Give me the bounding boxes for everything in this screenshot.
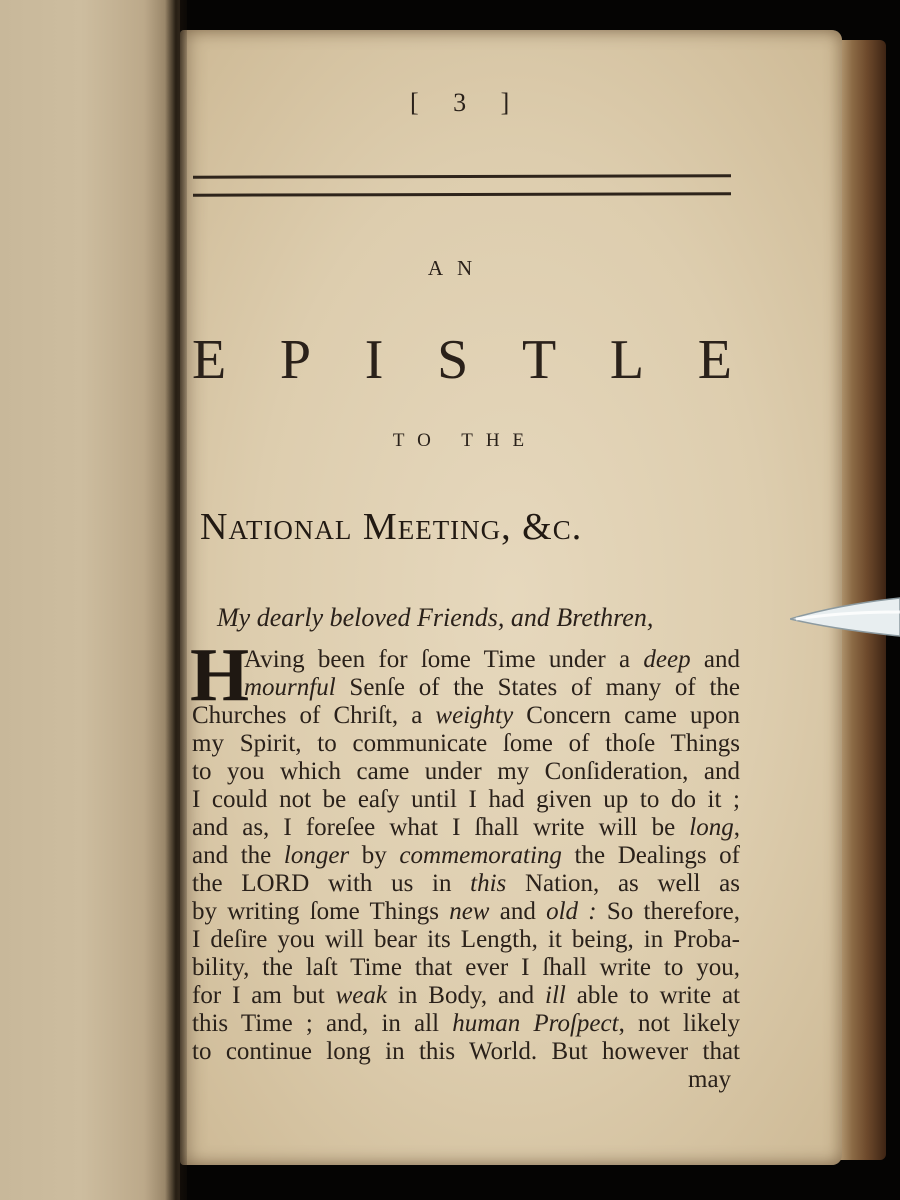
text-run: this Time ; and, in all: [192, 1010, 453, 1037]
text-run: in Body, and: [387, 982, 545, 1009]
text-run: by: [349, 842, 400, 869]
text-run: and as, I foreſee what I ſhall write will be: [192, 814, 690, 841]
text-run: Concern came upon: [513, 702, 740, 729]
text-run: to you which came under my Conſideration, and: [192, 758, 740, 785]
text-run: bility, the laſt Time that ever I ſhall write to you,: [192, 954, 740, 981]
text-line: [192, 954, 740, 982]
text-line: [192, 646, 740, 674]
text-run: So therefore,: [596, 898, 740, 925]
heading-an: AN: [427, 256, 487, 280]
text-run: and: [690, 646, 740, 673]
epistle-letter: I: [364, 329, 384, 391]
italic-run: deep: [643, 646, 691, 673]
salutation: My dearly beloved Friends, and Brethren,: [217, 603, 654, 632]
italic-run: longer: [283, 842, 350, 869]
italic-run: this: [470, 870, 507, 897]
text-run: by writing ſome Things: [192, 898, 450, 925]
text-line: [192, 1038, 740, 1066]
epistle-letter: E: [192, 329, 227, 391]
epistle-letter: S: [437, 329, 469, 391]
italic-run: old :: [546, 898, 597, 925]
epistle-letter: E: [697, 329, 732, 391]
italic-run: long: [689, 814, 734, 841]
text-line: [192, 702, 740, 730]
heading-national-meeting: National Meeting, &c.: [200, 506, 583, 548]
text-run: I deſire you will bear its Length, it being, in Proba-: [192, 926, 740, 953]
text-run: Senſe of the States of many of the: [335, 674, 740, 701]
text-run: Churches of Chriſt, a: [192, 702, 436, 729]
text-run: to continue long in this World. But however that: [192, 1038, 740, 1065]
text-line: [192, 870, 740, 898]
text-run: and the: [192, 842, 284, 869]
text-line: [192, 1010, 740, 1038]
book-gutter: [165, 0, 187, 1200]
heading-epistle: [192, 328, 732, 392]
page-number: [ 3 ]: [410, 88, 524, 117]
text-run: able to write at: [565, 982, 740, 1009]
italic-run: weighty: [435, 702, 514, 729]
text-line: [192, 982, 740, 1010]
page-pointer-icon: [790, 592, 900, 642]
italic-run: ill: [545, 982, 566, 1009]
text-run: I could not be eaſy until I had given up to do it ;: [192, 786, 740, 813]
text-line: [192, 758, 740, 786]
text-line: [192, 842, 740, 870]
drop-cap: H: [190, 633, 250, 717]
italic-run: human Proſpect: [452, 1010, 619, 1037]
body-text: [190, 633, 741, 1066]
epistle-letter: T: [521, 329, 557, 391]
text-line: [192, 674, 740, 702]
text-run: my Spirit, to communicate ſome of thoſe Things: [192, 730, 740, 757]
text-run: the LORD with us in: [192, 870, 471, 897]
text-line: [192, 898, 740, 926]
text-line: [192, 730, 740, 758]
italic-run: commemorating: [399, 842, 562, 869]
facing-page: [0, 0, 180, 1200]
text-run: , not likely: [618, 1010, 740, 1037]
italic-run: weak: [335, 982, 387, 1009]
text-run: Nation, as well as: [506, 870, 741, 897]
italic-run: mournful: [244, 674, 336, 701]
text-run: ,: [733, 814, 740, 841]
heading-to-the: TO THE: [392, 430, 538, 451]
text-run: the Dealings of: [561, 842, 741, 869]
text-line: [192, 926, 740, 954]
italic-run: new: [449, 898, 490, 925]
epistle-letter: P: [279, 329, 312, 391]
text-line: [192, 814, 740, 842]
catchword: may: [688, 1066, 732, 1093]
text-run: and: [489, 898, 547, 925]
epistle-letter: L: [609, 329, 645, 391]
text-line: [192, 786, 740, 814]
text-run: Aving been for ſome Time under a: [244, 646, 644, 673]
text-run: for I am but: [192, 982, 336, 1009]
